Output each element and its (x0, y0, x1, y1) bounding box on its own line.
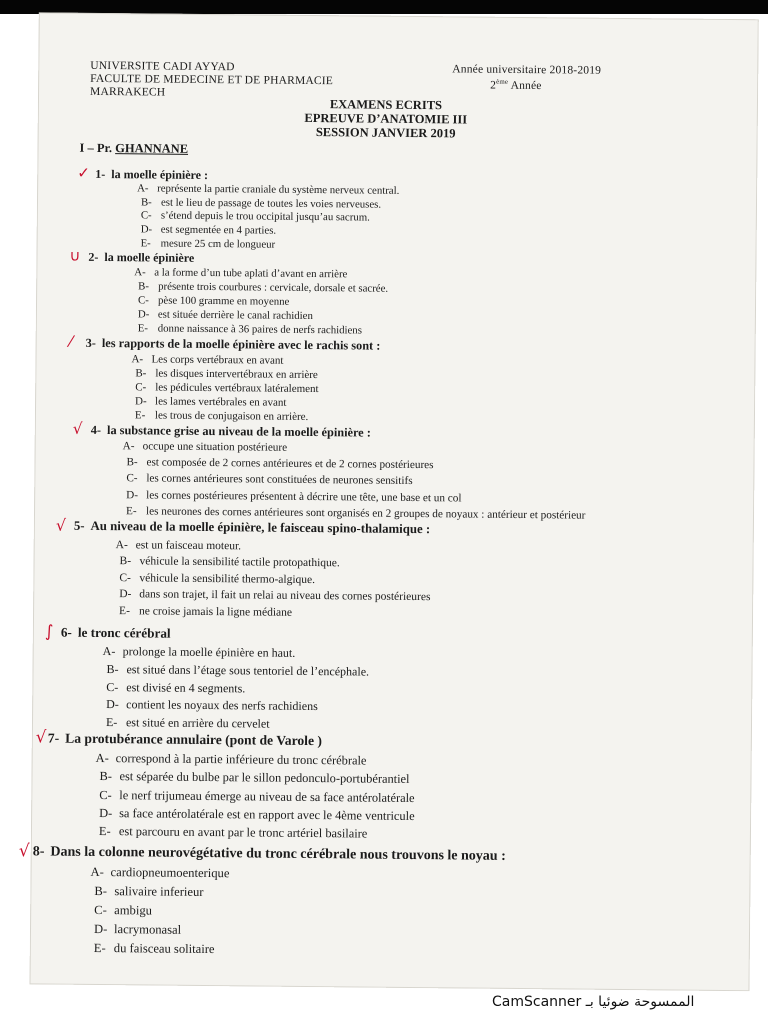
question-text: la moelle épinière (104, 250, 195, 265)
academic-year: Année universitaire 2018-2019 (452, 63, 602, 77)
option-a (103, 644, 296, 661)
option-e (141, 237, 276, 250)
exam-title-line-2: EPREUVE D’ANATOMIE III (304, 110, 468, 127)
option-c (141, 210, 370, 224)
option-letter: B- (135, 367, 147, 380)
option-b (141, 196, 381, 210)
city-name: MARRAKECH (89, 85, 166, 99)
option-text: les lames vertébrales en avant (155, 395, 287, 410)
option-text: salivaire inferieur (114, 884, 204, 899)
option-text: donne naissance à 36 paires de nerfs rachidiens (157, 322, 363, 337)
option-text: véhicule la sensibilité tactile protopathique. (139, 555, 340, 570)
option-letter: D- (93, 921, 108, 937)
option-text: les disques intervertébraux en arrière (155, 367, 318, 382)
option-text: est séparée du bulbe par le sillon pedonculo-portubérantiel (119, 769, 410, 787)
option-text: les cornes antérieures sont constituées de neurones sensitifs (146, 472, 413, 488)
exam-title-line-3: SESSION JANVIER 2019 (315, 125, 456, 141)
option-e (138, 322, 362, 336)
option-a (137, 182, 399, 197)
option-d (141, 223, 277, 236)
option-text: est située derrière le canal rachidien (157, 308, 313, 322)
option-letter: D- (135, 395, 147, 408)
scanner-arabic-label: الممسوحة ضوئيا بـ (585, 994, 695, 1010)
option-b (106, 662, 369, 680)
option-letter: B- (94, 883, 108, 899)
option-text: correspond à la partie inférieure du tronc cérébrale (115, 751, 367, 768)
option-letter: C- (135, 381, 147, 394)
professor-heading: I – Pr. GHANNANE (79, 140, 189, 156)
option-text: s’étend depuis le trou occipital jusqu’au sacrum. (160, 209, 370, 224)
option-text: du faisceau solitaire (113, 941, 215, 957)
question-4-handwritten-check: √ (72, 419, 83, 438)
option-b (135, 367, 318, 381)
option-b (94, 884, 203, 900)
option-letter: E- (140, 237, 151, 250)
option-letter: C- (138, 294, 149, 307)
scanner-name: CamScanner (492, 994, 582, 1010)
option-letter: D- (106, 697, 119, 712)
option-letter: A- (122, 440, 135, 453)
option-text: les pédicules vertébraux latéralement (155, 381, 319, 396)
exam-sheet (18, 12, 758, 991)
option-text: véhicule la sensibilité thermo-algique. (139, 572, 316, 586)
option-text: les trous de conjugaison en arrière. (154, 409, 309, 424)
option-letter: A- (90, 864, 104, 880)
option-text: mesure 25 cm de longueur (160, 237, 276, 251)
option-c (126, 473, 412, 488)
question-6-handwritten-check: ∫ (44, 621, 54, 641)
question-number: 2- (88, 249, 99, 264)
option-e (135, 410, 308, 424)
option-text: ne croise jamais la ligne médiane (139, 604, 293, 619)
faculty-name: FACULTE DE MEDECINE ET DE PHARMACIE (90, 72, 334, 88)
option-text: est segmentée en 4 parties. (160, 223, 277, 237)
question-4 (91, 423, 371, 441)
option-text: présente trois courbures : cervicale, dorsale et sacrée. (158, 280, 389, 295)
option-letter: E- (125, 505, 137, 518)
option-letter: B- (126, 456, 138, 469)
option-letter: D- (119, 588, 132, 601)
question-5-handwritten-check: √ (55, 515, 67, 535)
question-3-handwritten-check: ⁄ (69, 332, 73, 351)
option-d (94, 922, 181, 938)
question-5 (74, 519, 430, 537)
option-b (138, 280, 388, 294)
option-text: cardiopneumoenterique (110, 865, 230, 881)
question-number: 7- (47, 730, 60, 746)
option-letter: C- (94, 902, 107, 918)
option-text: Les corps vertébraux en avant (151, 353, 284, 367)
option-letter: A- (137, 182, 149, 195)
question-6 (61, 625, 171, 642)
option-a (90, 865, 229, 881)
option-text: est situé en arrière du cervelet (125, 715, 270, 731)
option-c (106, 680, 245, 696)
option-c (119, 572, 315, 586)
question-text: la moelle épinière : (111, 167, 209, 183)
option-letter: E- (98, 824, 111, 839)
option-c (99, 788, 414, 806)
question-number: 4- (90, 422, 102, 437)
option-letter: D- (99, 805, 113, 821)
question-8-handwritten-check: √ (18, 841, 30, 862)
question-text: Au niveau de la moelle épinière, le faisceau spino-thalamique : (90, 518, 431, 537)
option-d (135, 396, 286, 409)
option-a (123, 440, 288, 454)
option-letter: A- (102, 644, 116, 659)
option-text: est parcouru en avant par le tronc artériel basilaire (118, 824, 368, 841)
option-letter: B- (106, 661, 119, 676)
option-letter: C- (126, 472, 138, 485)
question-8 (33, 844, 506, 865)
option-text: occupe une situation postérieure (142, 440, 288, 454)
option-text: est situé dans l’étage sous tentoriel de l’encéphale. (126, 662, 370, 679)
question-1-handwritten-check: ✓ (77, 163, 90, 182)
study-year: 2ème Année (490, 78, 542, 93)
option-d (99, 806, 415, 824)
scan-top-border (0, 0, 768, 14)
option-letter: A- (134, 266, 146, 279)
question-number: 6- (60, 624, 72, 640)
university-name: UNIVERSITE CADI AYYAD (90, 59, 235, 74)
option-letter: E- (134, 409, 146, 422)
question-number: 3- (85, 335, 96, 350)
option-letter: E- (119, 604, 130, 617)
option-text: les cornes postérieures présentent à décrire une tête, une base et un col (146, 489, 462, 505)
option-text: est divisé en 4 segments. (126, 679, 246, 695)
option-letter: C- (119, 571, 131, 585)
option-e (106, 715, 270, 732)
option-letter: E- (93, 940, 106, 956)
option-text: ambigu (114, 903, 153, 918)
option-e (119, 605, 292, 619)
option-text: contient les noyaux des nerfs rachidiens (126, 697, 318, 714)
option-c (138, 294, 289, 307)
option-a (131, 353, 283, 366)
option-b (119, 556, 339, 570)
question-number: 8- (32, 844, 45, 860)
option-letter: D- (137, 308, 150, 321)
question-text: Dans la colonne neurovégétative du tronc cérébrale nous trouvons le noyau : (50, 844, 506, 864)
option-letter: A- (115, 539, 128, 552)
option-d (126, 489, 461, 504)
option-letter: B- (119, 555, 132, 568)
question-2-handwritten-check: ∪ (69, 246, 81, 265)
option-letter: E- (105, 715, 118, 730)
exam-title-line-1: EXAMENS ECRITS (329, 97, 443, 113)
option-text: est un faisceau moteur. (135, 539, 242, 553)
option-text: sa face antérolatérale est en rapport avec le 4ème ventricule (119, 806, 415, 823)
option-a (116, 539, 242, 552)
option-text: est le lieu de passage de toutes les voies nerveuses. (160, 196, 382, 211)
question-number: 1- (95, 166, 106, 182)
option-letter: B- (99, 769, 112, 784)
question-text: la substance grise au niveau de la moelle épinière : (106, 423, 371, 440)
option-text: représente la partie craniale du système nerveux central. (157, 182, 400, 197)
question-2 (88, 250, 194, 266)
option-text: pèse 100 gramme en moyenne (158, 294, 290, 308)
option-text: prolonge la moelle épinière en haut. (122, 644, 296, 660)
option-a (134, 266, 347, 280)
question-text: le tronc cérébral (77, 624, 171, 641)
scanner-footer (492, 994, 694, 1010)
option-letter: B- (140, 196, 152, 209)
question-7 (48, 730, 322, 749)
option-b (126, 456, 433, 471)
question-number: 5- (73, 518, 85, 533)
option-letter: A- (131, 353, 144, 366)
option-text: a la forme d’un tube aplati d’avant en arrière (154, 266, 348, 281)
option-letter: C- (140, 209, 152, 222)
option-c (94, 903, 152, 919)
option-e (94, 941, 215, 957)
option-d (106, 697, 318, 714)
option-text: le nerf trijumeau émerge au niveau de sa face antérolatérale (119, 787, 415, 805)
option-letter: C- (106, 679, 119, 694)
question-1 (95, 167, 208, 183)
option-c (135, 382, 319, 396)
question-text: les rapports de la moelle épinière avec le rachis sont : (101, 335, 381, 353)
question-7-handwritten-check: √ (35, 727, 47, 747)
option-letter: B- (138, 280, 150, 293)
option-letter: D- (140, 223, 153, 236)
option-e (99, 824, 368, 842)
question-3 (86, 336, 381, 354)
option-text: dans son trajet, il fait un relai au niveau des cornes postérieures (139, 588, 431, 604)
option-text: les neurones des cornes antérieures sont organisés en 2 groupes de noyaux : antérieur et postérieur (145, 505, 586, 522)
question-text: La protubérance annulaire (pont de Varole ) (65, 730, 323, 749)
option-d (119, 588, 430, 603)
option-letter: C- (99, 787, 112, 802)
option-letter: A- (95, 750, 109, 766)
option-text: est composée de 2 cornes antérieures et de 2 cornes postérieures (146, 456, 434, 472)
option-letter: D- (126, 488, 139, 501)
option-text: lacrymonasal (113, 922, 182, 937)
option-letter: E- (137, 321, 149, 335)
option-d (138, 308, 313, 322)
option-a (96, 751, 367, 769)
option-b (99, 769, 409, 787)
